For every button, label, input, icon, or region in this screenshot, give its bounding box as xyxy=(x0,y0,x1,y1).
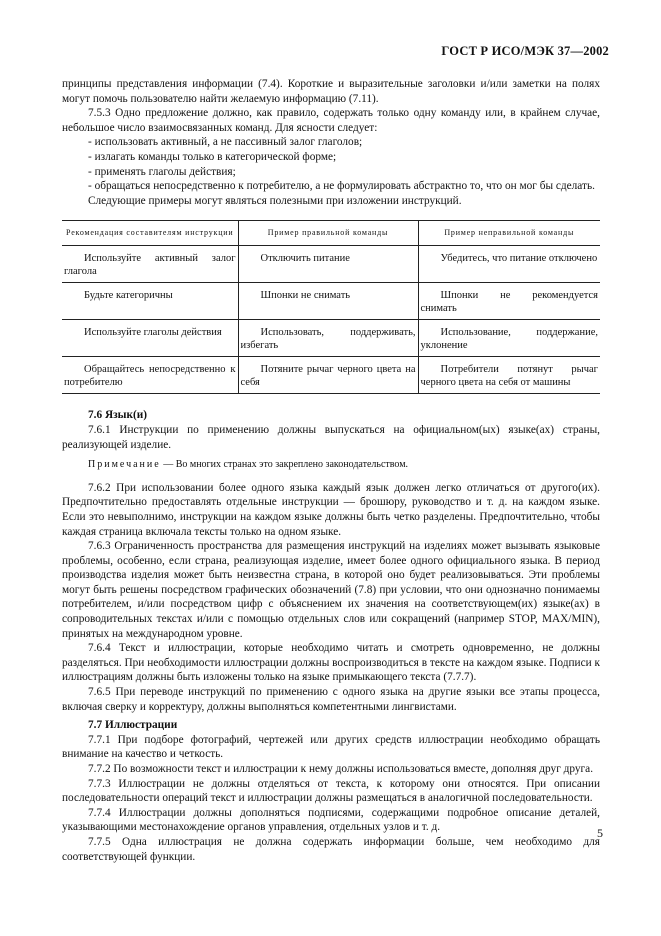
page-content xyxy=(62,77,600,864)
page-number: 5 xyxy=(597,826,603,840)
table-row xyxy=(62,246,600,283)
note xyxy=(62,458,600,473)
paragraph-7-7-2: 7.7.2 По возможности текст и иллюстрации к нему должны использоваться вместе, дополняя друг друга. xyxy=(88,763,594,775)
table-cell: Будьте категоричны xyxy=(62,283,238,320)
examples-table xyxy=(62,220,600,394)
table-cell: Потяните рычаг черного цвета на себя xyxy=(238,357,418,394)
table-cell: Отключить питание xyxy=(238,246,418,283)
paragraph-7-6-4: 7.6.4 Текст и иллюстрации, которые необходимо читать и смотреть одновременно, не должны разделяться. При необходимости иллюстрации должны воспроизводиться в тексте на каждом языке. Подписи к иллюстрациям должны быть изложены только на языке примыкающего текста (7.7.7). xyxy=(62,642,600,684)
paragraph-7-7-3: 7.7.3 Иллюстрации не должны отделяться от текста, к которому они относятся. При описании последовательности операций текст и иллюстрации должны размещаться в аналогичной последовательности. xyxy=(62,777,600,805)
table-cell: Потребители потянут рычаг черного цвета на себя от машины xyxy=(418,357,600,394)
paragraph-7-6-3: 7.6.3 Ограниченность пространства для размещения инструкций на изделиях может вызывать языковые проблемы, особенно, если страна, реализующая изделие, имеет более одного официального языка. В период производства изделия может быть неизвестна страна, в которой оно будет реализовываться. Эти проблемы могут быть решены посредством графических обозначений (7.8) при условии, что они однозначно понимаемы потребителем, и/или посредством цифр с объяснением их значения на соответствующем(их) языке(ах) в сопроводительных текстах и/или с помощью отдельных слов или сокращений (например STOP, MAX/MIN), принятых на международном уровне. xyxy=(62,540,600,640)
table-cell: Используйте глаголы действия xyxy=(62,320,238,357)
paragraph-7-6-2: 7.6.2 При использовании более одного языка каждый язык должен легко отличаться от другого(их). Предпочтительно предоставлять отдельные инструкции — брошюру, руководство и т. д. на каждом языке. Если это невыполнимо, инструкции на каждом языке должны быть четко разделены. Предпочтительно, чтобы каждая страница включала тексты только на одном языке. xyxy=(62,481,600,538)
table-cell: Использование, поддержание, уклонение xyxy=(418,320,600,357)
paragraph-7-7-4: 7.7.4 Иллюстрации должны дополняться подписями, содержащими подробное описание деталей, указывающими местонахождение органов управления, отдельных узлов и т. д. xyxy=(62,806,600,834)
column-header: Рекомендация составителям инструкции xyxy=(62,221,238,246)
note-label: Примечание xyxy=(88,459,161,471)
column-header: Пример правильной команды xyxy=(238,221,418,246)
table-cell: Убедитесь, что питание отключено xyxy=(418,246,600,283)
table-row xyxy=(62,320,600,357)
section-heading-7-7: 7.7 Иллюстрации xyxy=(88,719,178,732)
table-row xyxy=(62,283,600,320)
document-header: ГОСТ Р ИСО/МЭК 37—2002 xyxy=(441,44,609,58)
section-heading-7-6: 7.6 Язык(и) xyxy=(88,409,148,422)
list-item: - использовать активный, а не пассивный залог глаголов; xyxy=(88,136,363,149)
table-cell: Обращайтесь непосредственно к потребителю xyxy=(62,357,238,394)
paragraph-7-5-3: 7.5.3 Одно предложение должно, как правило, содержать только одну команду или, в крайнем случае, небольшое число взаимосвязанных команд. Для ясности следует: xyxy=(62,107,600,134)
list-item: - излагать команды только в категорической форме; xyxy=(88,150,337,163)
paragraph-7-6-5: 7.6.5 При переводе инструкций по применению с одного языка на другие языки все этапы процесса, включая сверку и корректуру, должны выполняться компетентными лингвистами. xyxy=(62,686,600,713)
paragraph-7-7-1: 7.7.1 При подборе фотографий, чертежей или других средств иллюстрации необходимо обращать внимание на качество и четкость. xyxy=(62,733,600,761)
paragraph: Следующие примеры могут являться полезными при изложении инструкций. xyxy=(88,194,462,207)
column-header: Пример неправильной команды xyxy=(418,221,600,246)
note-text: — Во многих странах это закреплено законодательством. xyxy=(160,459,409,471)
list-item: - обращаться непосредственно к потребителю, а не формулировать абстрактно то, что он мог бы сделать. xyxy=(88,180,595,193)
paragraph-7-6-1: 7.6.1 Инструкции по применению должны выпускаться на официальном(ых) языке(ах) страны, реализующей изделие. xyxy=(62,423,600,451)
table-row xyxy=(62,357,600,394)
list-item: - применять глаголы действия; xyxy=(88,165,236,178)
paragraph-7-7-5: 7.7.5 Одна иллюстрация не должна содержать информации больше, чем необходимо для соответствующей функции. xyxy=(62,835,600,863)
table-cell: Использовать, поддерживать, избегать xyxy=(238,320,418,357)
table-cell: Шпонки не рекомендуется снимать xyxy=(418,283,600,320)
table-header-row xyxy=(62,221,600,246)
table-cell: Шпонки не снимать xyxy=(238,283,418,320)
paragraph: принципы представления информации (7.4). Короткие и выразительные заголовки и/или заметки на полях могут помочь пользователю найти желаемую информацию (7.11). xyxy=(62,78,600,105)
table-cell: Используйте активный залог глагола xyxy=(62,246,238,283)
